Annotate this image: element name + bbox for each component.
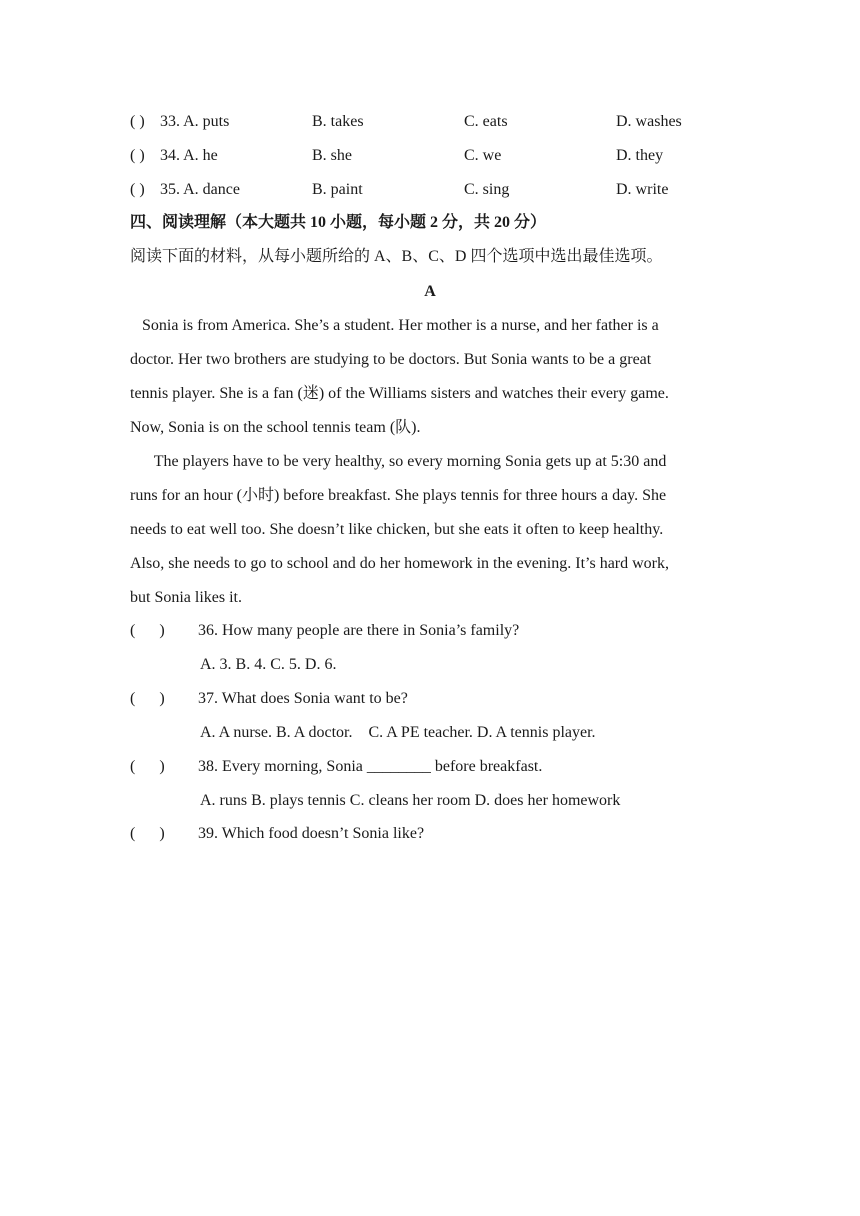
passage-line-6: runs for an hour (小时) before breakfast. She plays tennis for three hours a day. She: [130, 487, 667, 504]
option-d: D. washes: [616, 113, 682, 130]
option-a: 34. A. he: [160, 147, 218, 164]
answer-blank: ( ): [130, 690, 165, 707]
passage-line-9: but Sonia likes it.: [130, 589, 242, 606]
option-b: B. paint: [312, 181, 363, 198]
passage-line-8: Also, she needs to go to school and do her homework in the evening. It’s hard work,: [130, 555, 670, 572]
option-c: C. we: [464, 147, 502, 164]
option-d: D. write: [616, 181, 669, 198]
passage-line-4: Now, Sonia is on the school tennis team (队).: [130, 419, 421, 436]
question-text: 36. How many people are there in Sonia’s family?: [198, 622, 520, 639]
option-b: B. she: [312, 147, 352, 164]
option-b: B. takes: [312, 113, 364, 130]
answer-blank: ( ): [130, 181, 145, 198]
passage-label: A: [424, 283, 436, 300]
section-title: 四、阅读理解（本大题共 10 小题，每小题 2 分，共 20 分）: [130, 214, 547, 231]
question-33: [130, 112, 750, 132]
option-a: 35. A. dance: [160, 181, 240, 198]
answer-blank: ( ): [130, 825, 165, 842]
question-text: 39. Which food doesn’t Sonia like?: [198, 825, 425, 842]
passage-line-3: tennis player. She is a fan (迷) of the Williams sisters and watches their every game.: [130, 385, 669, 402]
question-34: [130, 146, 750, 166]
passage-line-2: doctor. Her two brothers are studying to be doctors. But Sonia wants to be a great: [130, 351, 652, 368]
option-d: D. they: [616, 147, 664, 164]
answer-blank: ( ): [130, 758, 165, 775]
option-a: 33. A. puts: [160, 113, 230, 130]
question-text: 38. Every morning, Sonia ________ before breakfast.: [198, 758, 543, 775]
question-35: [130, 180, 750, 200]
passage-line-5: The players have to be very healthy, so every morning Sonia gets up at 5:30 and: [130, 453, 667, 470]
option-c: C. sing: [464, 181, 510, 198]
option-c: C. eats: [464, 113, 508, 130]
answer-blank: ( ): [130, 147, 145, 164]
answer-blank: ( ): [130, 113, 145, 130]
question-options: A. 3. B. 4. C. 5. D. 6.: [200, 656, 337, 673]
answer-blank: ( ): [130, 622, 165, 639]
passage-line-7: needs to eat well too. She doesn’t like chicken, but she eats it often to keep healthy.: [130, 521, 664, 538]
section-instruction: 阅读下面的材料，从每小题所给的 A、B、C、D 四个选项中选出最佳选项。: [130, 248, 663, 265]
question-text: 37. What does Sonia want to be?: [198, 690, 408, 707]
question-options: A. A nurse. B. A doctor. C. A PE teacher. D. A tennis player.: [200, 724, 596, 741]
passage-line-1: Sonia is from America. She’s a student. Her mother is a nurse, and her father is a: [130, 317, 659, 334]
question-options: A. runs B. plays tennis C. cleans her room D. does her homework: [200, 792, 621, 809]
